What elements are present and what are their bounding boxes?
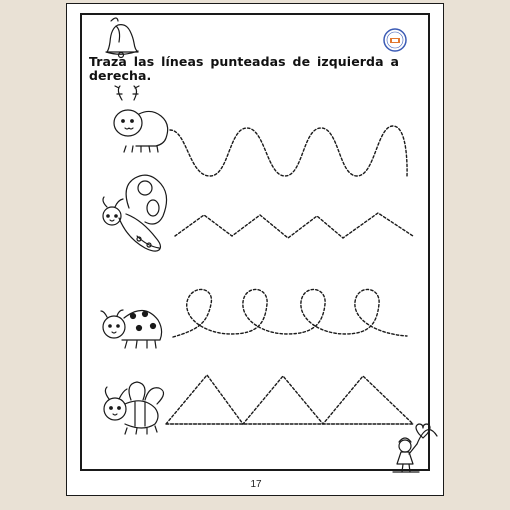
bee-icon <box>104 382 164 434</box>
worksheet-page <box>66 3 444 496</box>
ladybug-icon <box>101 310 162 348</box>
tracing-path-zigzag[interactable] <box>175 213 413 238</box>
instruction-text: Traza las líneas punteadas de izquierda a derecha. <box>89 54 399 83</box>
tracing-path-waves[interactable] <box>170 126 407 176</box>
butterfly-icon <box>103 175 167 251</box>
bell-icon <box>106 18 138 58</box>
beetle-icon <box>114 86 168 152</box>
tracing-path-triangles[interactable] <box>166 375 413 424</box>
girl-with-balloon-icon <box>393 424 437 472</box>
tracing-path-loops[interactable] <box>173 289 407 337</box>
publisher-logo-icon <box>383 28 407 52</box>
page-number: 17 <box>250 479 262 490</box>
